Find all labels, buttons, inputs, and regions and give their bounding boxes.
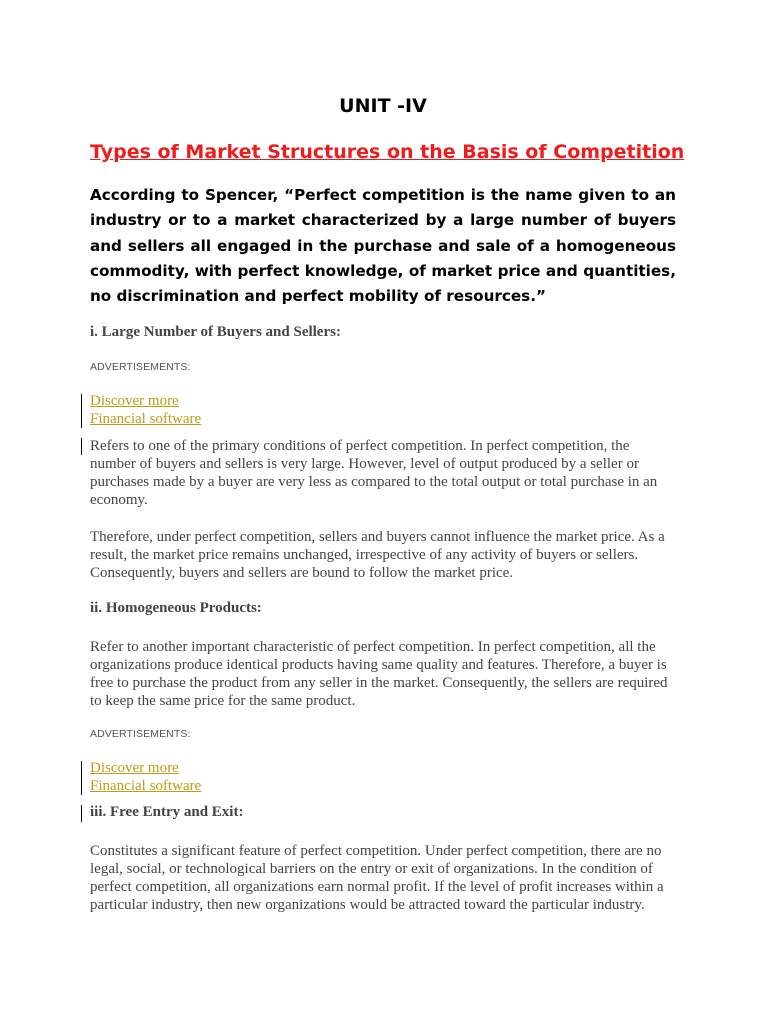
text-cursor-bar bbox=[81, 394, 82, 428]
section-heading: iii. Free Entry and Exit: bbox=[90, 804, 244, 820]
section-heading: ii. Homogeneous Products: bbox=[90, 600, 262, 616]
section-heading: i. Large Number of Buyers and Sellers: bbox=[90, 324, 341, 340]
text-cursor-bar bbox=[81, 438, 82, 455]
paragraph: Constitutes a significant feature of perfect competition. Under perfect competition, there are no legal, social, or technological barriers on the entry or exit of organizations. In the condition of perfect competition, all organizations earn normal profit. If the level of profit increases within a particular industry, then new organizations would be attracted toward the particular industry. bbox=[90, 843, 664, 913]
intro-paragraph: According to Spencer, “Perfect competition is the name given to an industry or to a market characterized by a large number of buyers and sellers all engaged in the purchase and sale of a homogeneous commodity, with perfect knowledge, of market price and quantities, no discrimination and perfect mobility of resources.” bbox=[90, 186, 676, 306]
section-title: Types of Market Structures on the Basis of Competition bbox=[90, 141, 685, 163]
paragraph: Refer to another important characteristic of perfect competition. In perfect competition, all the organizations produce identical products having same quality and features. Therefore, a buyer is free to purchase the product from any seller in the market. Consequently, the sellers are required to keep the same price for the same product. bbox=[90, 639, 668, 709]
financial-software-link[interactable]: Financial software bbox=[90, 411, 202, 427]
discover-more-link[interactable]: Discover more bbox=[90, 760, 179, 776]
paragraph: Therefore, under perfect competition, sellers and buyers cannot influence the market price. As a result, the market price remains unchanged, irrespective of any activity of buyers or sellers. Consequently, buyers and sellers are bound to follow the market price. bbox=[90, 529, 665, 581]
advertisements-label: ADVERTISEMENTS: bbox=[90, 361, 191, 373]
text-cursor-bar bbox=[81, 805, 82, 822]
advertisements-label: ADVERTISEMENTS: bbox=[90, 728, 191, 740]
financial-software-link[interactable]: Financial software bbox=[90, 778, 202, 794]
text-cursor-bar bbox=[81, 761, 82, 795]
unit-title: UNIT -IV bbox=[339, 95, 427, 117]
paragraph: Refers to one of the primary conditions of perfect competition. In perfect competition, the number of buyers and sellers is very large. However, level of output produced by a seller or purchases made by a buyer are very less as compared to the total output or total purchase in an economy. bbox=[90, 438, 658, 508]
discover-more-link[interactable]: Discover more bbox=[90, 393, 179, 409]
